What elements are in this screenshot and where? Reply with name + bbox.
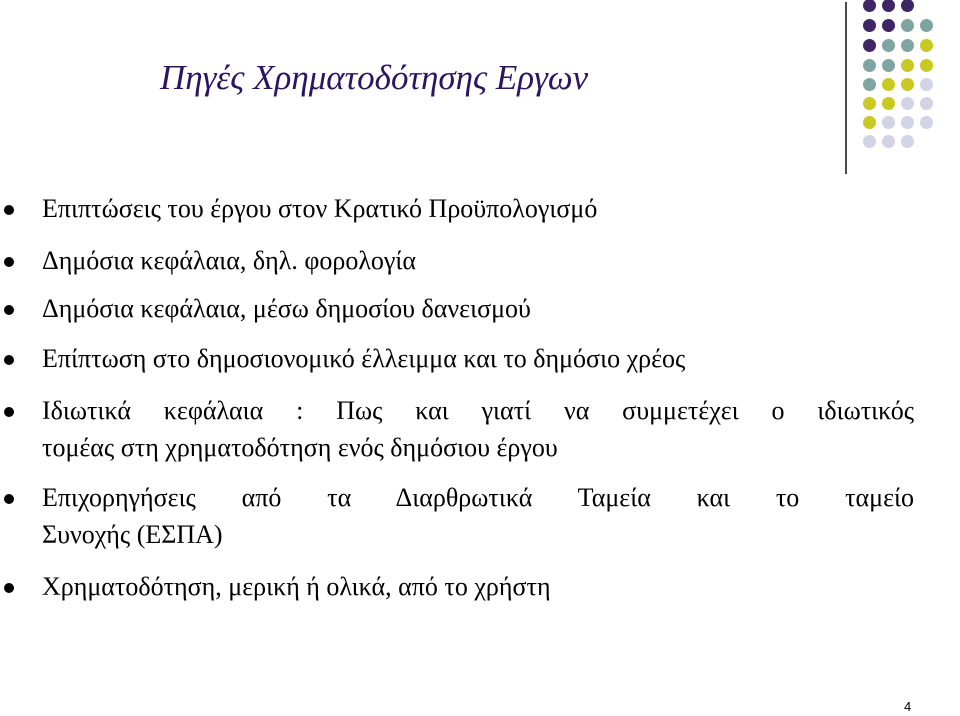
- decorative-dot: [901, 135, 914, 148]
- decorative-dot: [863, 0, 876, 12]
- bullet-dot: [4, 355, 14, 365]
- decorative-dot: [901, 116, 914, 129]
- decorative-dot: [863, 135, 876, 148]
- decorative-dot: [863, 39, 876, 52]
- slide-title: Πηγές Χρηματοδότησης Εργων: [160, 58, 589, 97]
- decorative-dot: [920, 39, 933, 52]
- bullet-item: Επίπτωση στο δημοσιονομικό έλλειμμα και το δημόσιο χρέος: [42, 344, 686, 373]
- bullet-item-line: Ιδιωτικά κεφάλαια : Πως και γιατί να συμμετέχει ο ιδιωτικός: [42, 396, 914, 425]
- decorative-dot: [882, 19, 895, 32]
- decorative-divider-line: [845, 2, 847, 174]
- decorative-dot: [920, 59, 933, 72]
- decorative-dot: [920, 116, 933, 129]
- decorative-dot: [901, 19, 914, 32]
- decorative-dot: [863, 116, 876, 129]
- decorative-dot: [863, 97, 876, 110]
- bullet-dot: [4, 494, 14, 504]
- decorative-dot: [901, 97, 914, 110]
- decorative-dot: [863, 78, 876, 91]
- bullet-dot: [4, 257, 14, 267]
- bullet-dot: [4, 407, 14, 417]
- bullet-item: Χρηματοδότηση, μερική ή ολικά, από το χρήστη: [42, 572, 551, 601]
- decorative-dot: [920, 97, 933, 110]
- bullet-item: Επιπτώσεις του έργου στον Κρατικό Προϋπολογισμό: [42, 194, 598, 223]
- bullet-item: [42, 479, 914, 553]
- decorative-dot: [920, 78, 933, 91]
- decorative-dot: [882, 135, 895, 148]
- decorative-dot: [882, 78, 895, 91]
- bullet-item: [42, 392, 914, 466]
- decorative-dot: [882, 97, 895, 110]
- decorative-dot: [920, 19, 933, 32]
- bullet-item-line: Συνοχής (ΕΣΠΑ): [42, 520, 223, 549]
- decorative-dot: [882, 116, 895, 129]
- decorative-dot: [901, 39, 914, 52]
- decorative-dot: [882, 59, 895, 72]
- decorative-dot: [863, 19, 876, 32]
- page-number: 4: [904, 699, 912, 714]
- bullet-dot: [4, 305, 14, 315]
- bullet-item-line: Επιχορηγήσεις από τα Διαρθρωτικά Ταμεία και το ταμείο: [42, 483, 914, 512]
- decorative-dot: [863, 59, 876, 72]
- bullet-item-line: τομέας στη χρηματοδότηση ενός δημόσιου έργου: [42, 433, 558, 462]
- decorative-dot: [882, 0, 895, 12]
- bullet-item: Δημόσια κεφάλαια, μέσω δημοσίου δανεισμού: [42, 294, 531, 323]
- decorative-dot: [901, 0, 914, 12]
- decorative-dot: [882, 39, 895, 52]
- decorative-dot: [901, 78, 914, 91]
- bullet-item: Δημόσια κεφάλαια, δηλ. φορολογία: [42, 246, 417, 275]
- decorative-dot: [901, 59, 914, 72]
- bullet-dot: [4, 583, 14, 593]
- bullet-dot: [4, 205, 14, 215]
